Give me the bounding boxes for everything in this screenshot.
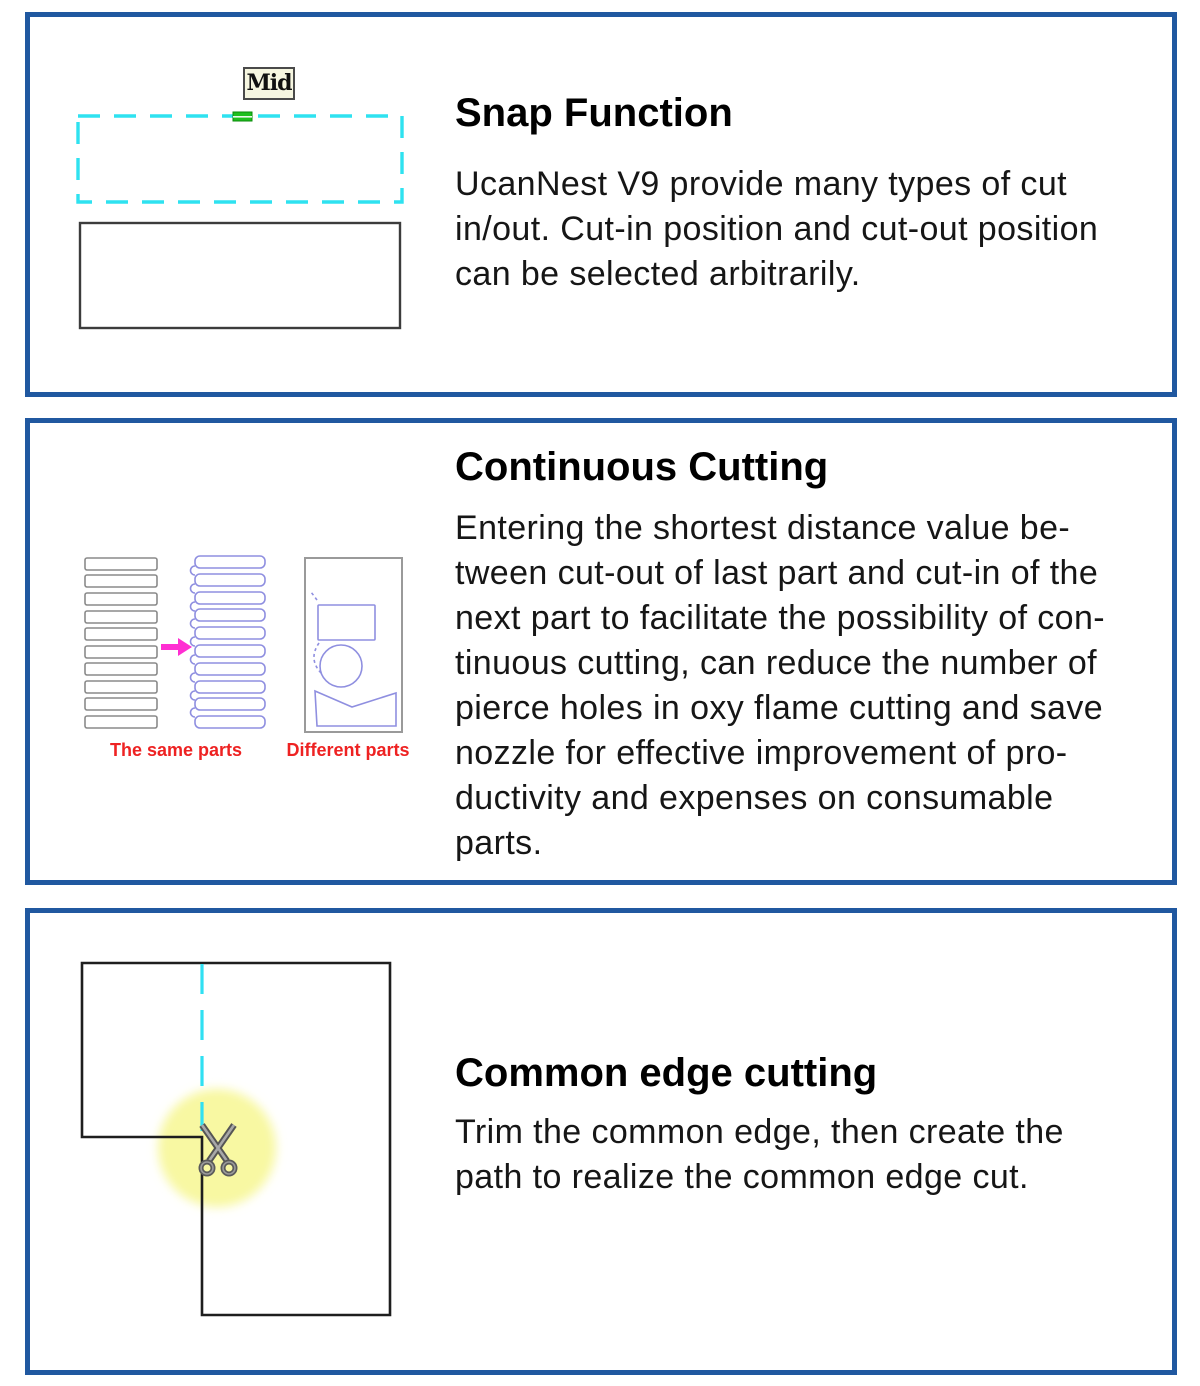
section-card-continuous-cutting bbox=[25, 418, 1177, 885]
section-body bbox=[455, 162, 1098, 297]
midpoint-snap-marker-icon bbox=[233, 112, 252, 121]
body-line: Trim the common edge, then create the bbox=[455, 1113, 1064, 1151]
body-line: tinuous cutting, can reduce the number of bbox=[455, 644, 1098, 682]
caption-same-parts: The same parts bbox=[109, 740, 243, 760]
body-line: can be selected arbitrarily. bbox=[455, 255, 861, 293]
part-rect bbox=[80, 223, 400, 328]
body-line: Entering the shortest distance value be- bbox=[455, 509, 1071, 547]
continuous-cutting-illustration bbox=[30, 423, 460, 880]
body-line: pierce holes in oxy flame cutting and save bbox=[455, 689, 1104, 727]
body-line: parts. bbox=[455, 824, 543, 862]
caption-different-parts: Different parts bbox=[286, 740, 410, 760]
continuous-path-column bbox=[191, 556, 266, 728]
body-line: in/out. Cut-in position and cut-out position bbox=[455, 210, 1099, 248]
body-line: path to realize the common edge cut. bbox=[455, 1158, 1029, 1196]
section-body bbox=[455, 506, 1105, 866]
section-body bbox=[455, 1110, 1064, 1200]
same-parts-column bbox=[85, 558, 157, 728]
right-arrow-icon bbox=[161, 638, 192, 656]
body-line: tween cut-out of last part and cut-in of the bbox=[455, 554, 1099, 592]
snap-tooltip: Mid bbox=[243, 67, 295, 100]
body-line: ductivity and expenses on consumable bbox=[455, 779, 1054, 817]
section-heading: Common edge cutting bbox=[455, 1051, 878, 1095]
body-line: UcanNest V9 provide many types of cut bbox=[455, 165, 1067, 203]
section-card-snap-function bbox=[25, 12, 1177, 397]
section-heading: Continuous Cutting bbox=[455, 445, 829, 489]
selection-dashed-rect bbox=[78, 116, 402, 202]
different-parts-figure bbox=[305, 558, 402, 732]
common-edge-illustration bbox=[30, 913, 460, 1370]
section-heading: Snap Function bbox=[455, 91, 733, 135]
body-line: nozzle for effective improvement of pro- bbox=[455, 734, 1068, 772]
section-card-common-edge-cutting bbox=[25, 908, 1177, 1375]
body-line: next part to facilitate the possibility of con- bbox=[455, 599, 1106, 637]
